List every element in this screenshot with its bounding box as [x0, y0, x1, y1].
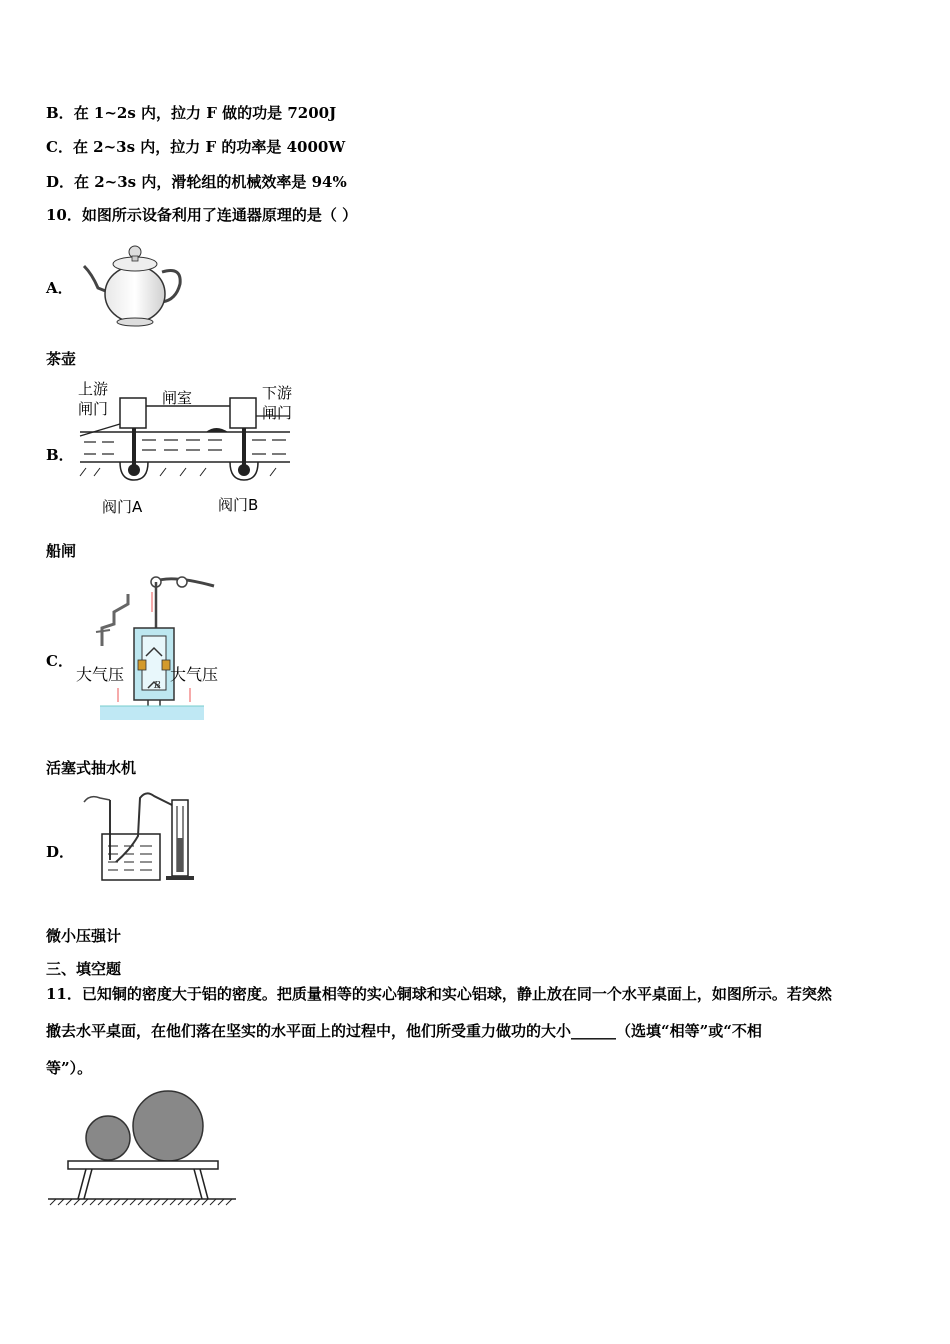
option-text: 在 2~3s 内，拉力 F 的功率是 4000W: [72, 138, 346, 156]
option-c-prev: [46, 136, 345, 157]
valve-b-letter: B: [154, 681, 161, 691]
q10-option-c-label: C．: [46, 652, 73, 670]
chamber-label: 闸室: [162, 389, 193, 407]
option-text: 在 1~2s 内，拉力 F 做的功是 7200J: [73, 104, 337, 122]
upstream-gate-label-1: 上游: [78, 380, 109, 398]
question-11-line-3: 等”）。: [46, 1059, 93, 1077]
q10-option-a-caption: 茶壶: [46, 350, 77, 368]
option-label: C．: [46, 138, 73, 156]
valve-b-label: 阀门B: [218, 496, 259, 514]
atm-pressure-right-label: 大气压: [170, 665, 219, 684]
q10-option-c-caption: 活塞式抽水机: [46, 759, 137, 777]
q10-option-d-label: D．: [46, 843, 75, 861]
question-11-line-2: 撤去水平桌面，在他们落在坚实的水平面上的过程中，他们所受重力做功的大小______（选填“相等”或“不相: [46, 1022, 762, 1040]
copper-ball: [86, 1116, 130, 1160]
downstream-gate-label-1: 下游: [262, 384, 293, 402]
option-b-prev: [46, 102, 336, 123]
teapot-figure: [78, 236, 188, 328]
downstream-gate-label-2: 闸门: [262, 404, 293, 422]
option-d-prev: [46, 171, 347, 192]
option-label: D．: [46, 173, 75, 191]
ship-lock-figure: [76, 376, 296, 518]
ground-hatching: [50, 1199, 232, 1205]
q10-option-b-label: B．: [46, 446, 74, 464]
aluminum-ball: [133, 1091, 203, 1161]
option-text: 在 2~3s 内，滑轮组的机械效率是 94%: [74, 173, 347, 191]
question-11-line-1: 11．已知铜的密度大于铝的密度。把质量相等的实心铜球和实心铝球，静止放在同一个水平桌面上，如图所示。若突然: [46, 985, 832, 1003]
atm-pressure-left-label: 大气压: [76, 665, 125, 684]
upstream-gate-label-2: 闸门: [78, 400, 109, 418]
question-10-stem: 10．如图所示设备利用了连通器原理的是（ ）: [46, 206, 358, 224]
option-label: B．: [46, 104, 74, 122]
section-3-heading: 三、填空题: [46, 960, 122, 978]
manometer-figure: [76, 788, 198, 888]
table-top: [68, 1161, 218, 1169]
balls-on-table-figure: [46, 1088, 240, 1208]
q10-option-a-label: A．: [46, 279, 73, 297]
valve-a-label: 阀门A: [102, 498, 143, 516]
q10-option-b-caption: 船闸: [46, 542, 77, 560]
q10-option-d-caption: 微小压强计: [46, 927, 122, 945]
piston-pump-figure: [74, 572, 224, 724]
